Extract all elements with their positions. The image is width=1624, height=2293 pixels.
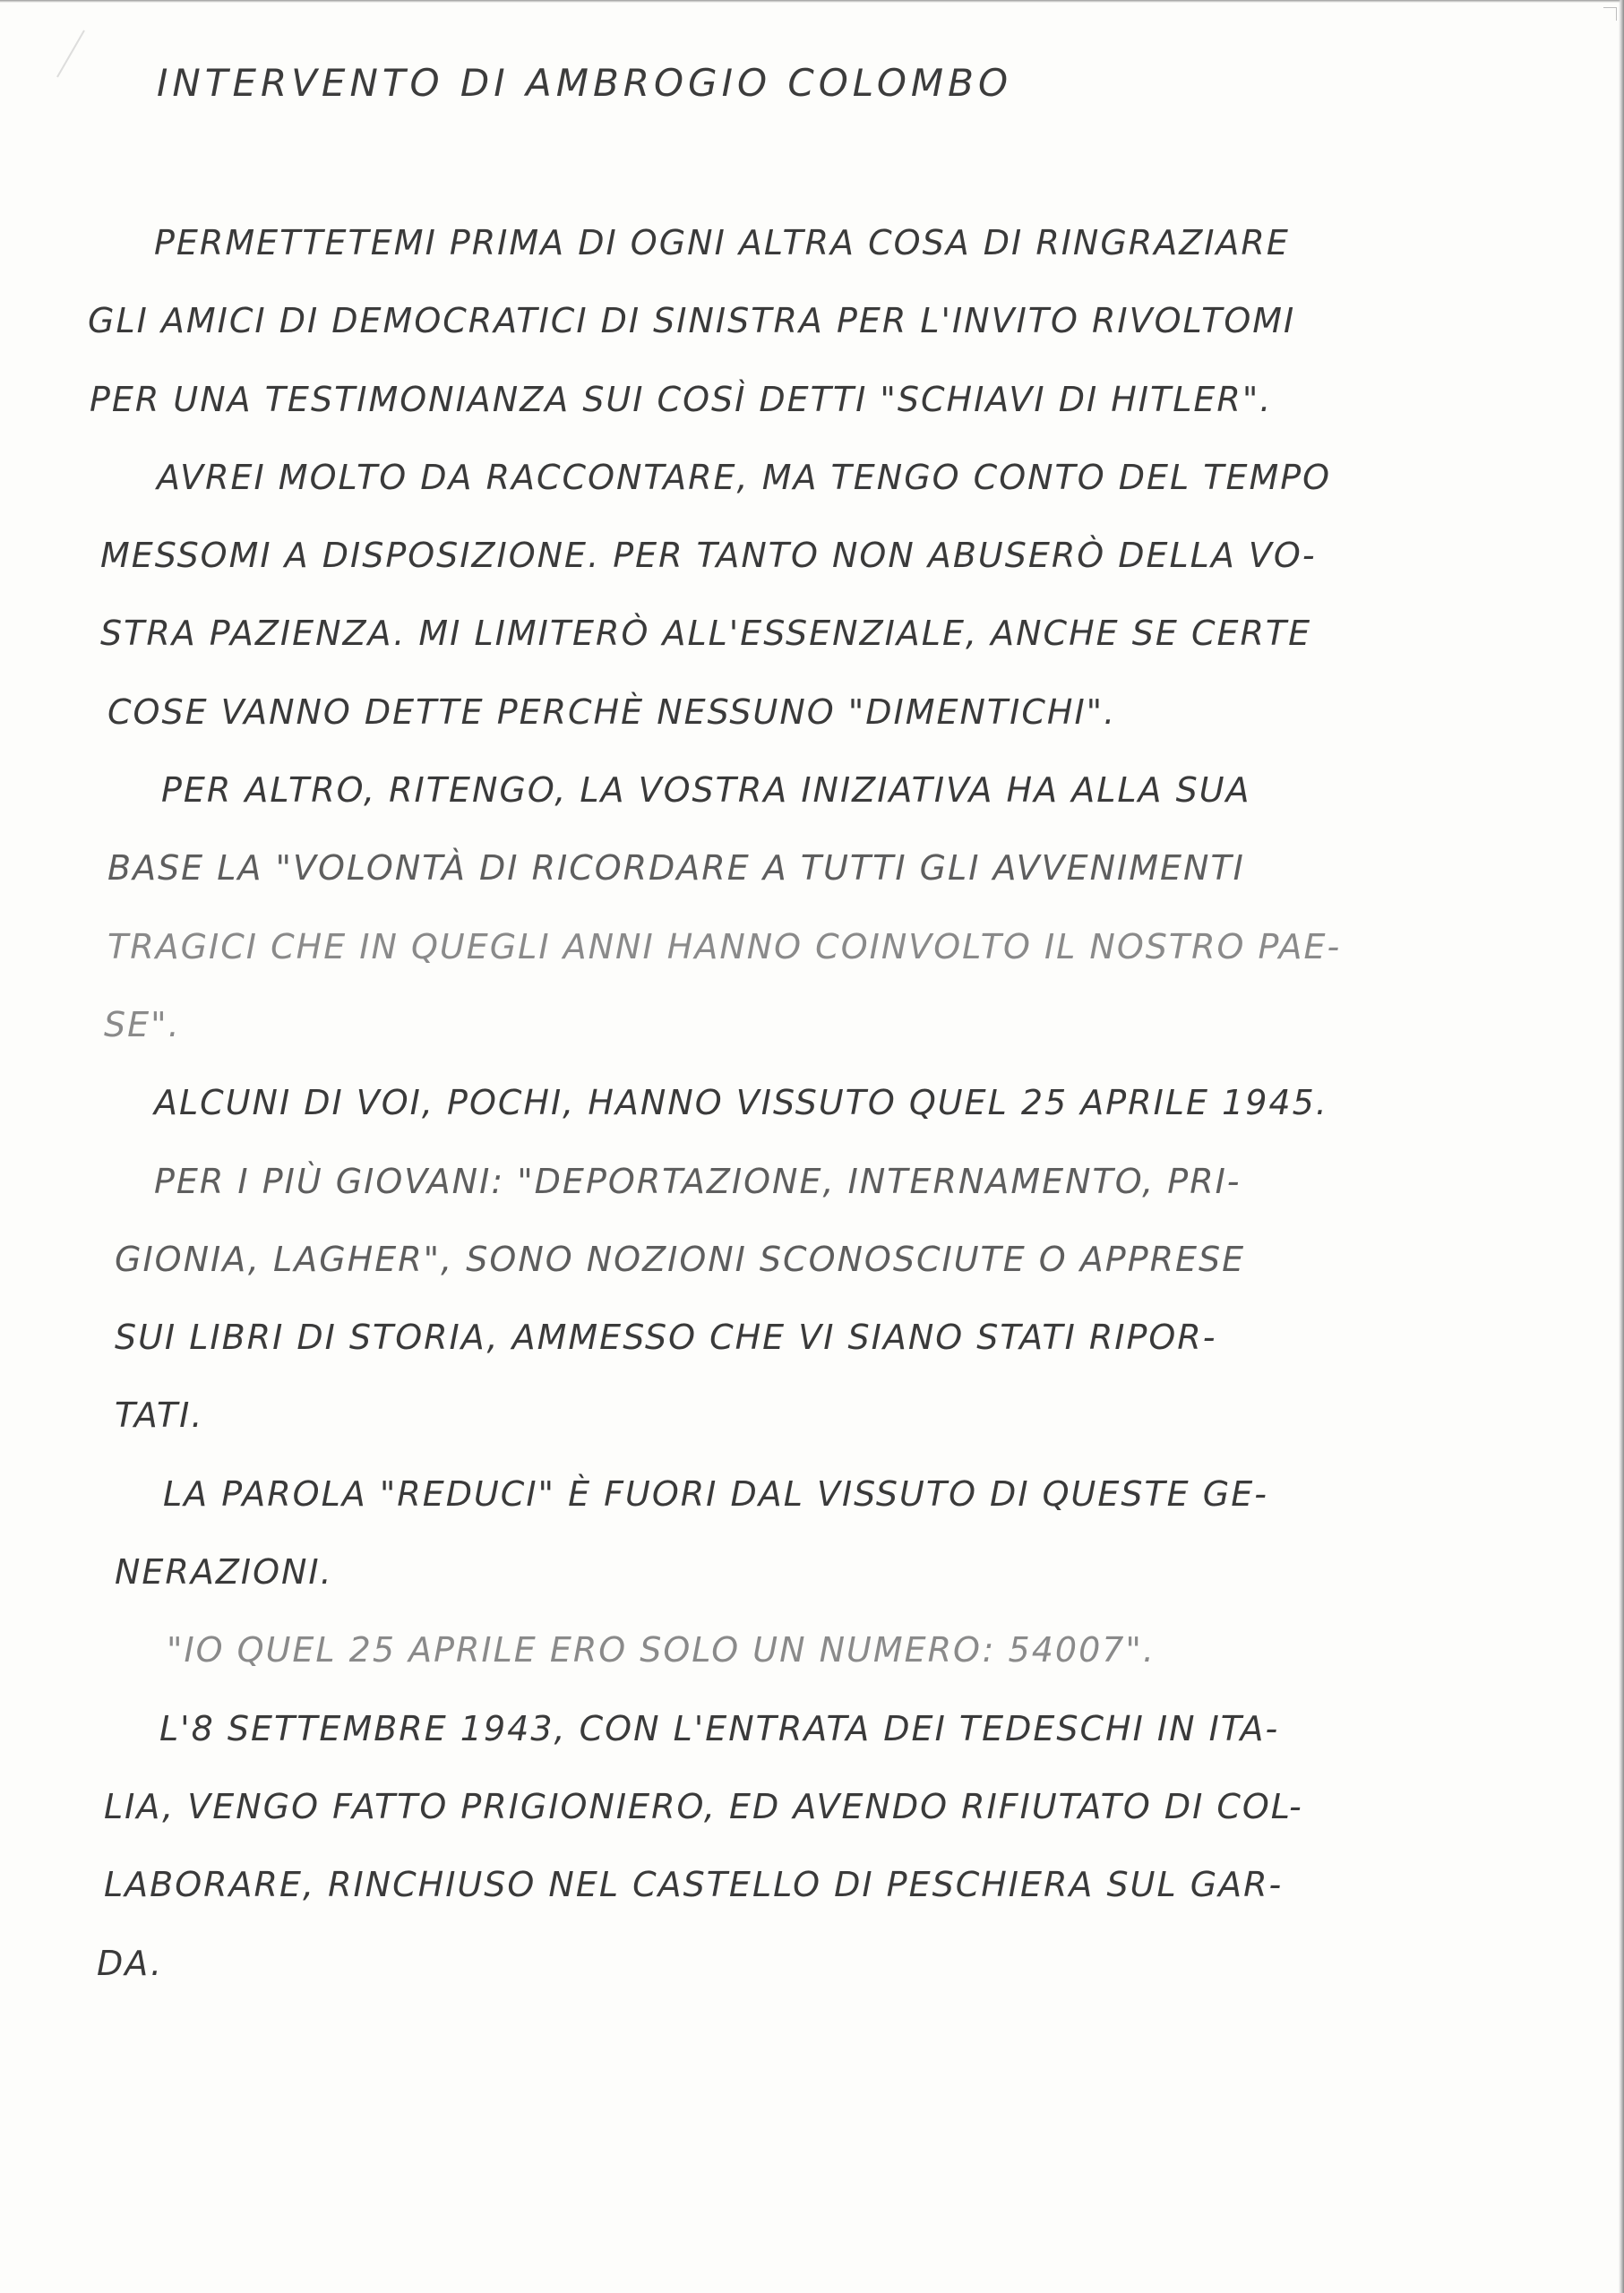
text-line: PER I PIÙ GIOVANI: "DEPORTAZIONE, INTERNAMENTO, PRI- (154, 1161, 1242, 1201)
text-line: PERMETTETEMI PRIMA DI OGNI ALTRA COSA DI RINGRAZIARE (154, 223, 1290, 262)
text-line: LABORARE, RINCHIUSO NEL CASTELLO DI PESCHIERA SUL GAR- (104, 1865, 1284, 1905)
text-line: MESSOMI A DISPOSIZIONE. PER TANTO NON ABUSERÒ DELLA VO- (100, 536, 1317, 576)
text-line: GLI AMICI DI DEMOCRATICI DI SINISTRA PER L'INVITO RIVOLTOMI (88, 301, 1296, 341)
text-line: STRA PAZIENZA. MI LIMITERÒ ALL'ESSENZIALE, ANCHE SE CERTE (100, 614, 1312, 654)
text-line: LA PAROLA "REDUCI" È FUORI DAL VISSUTO DI QUESTE GE- (163, 1473, 1268, 1514)
text-line: TATI. (115, 1396, 204, 1436)
text-line: TRAGICI CHE IN QUEGLI ANNI HANNO COINVOLTO IL NOSTRO PAE- (107, 926, 1342, 966)
text-line: SUI LIBRI DI STORIA, AMMESSO CHE VI SIANO STATI RIPOR- (115, 1318, 1217, 1358)
text-line: NERAZIONI. (115, 1552, 333, 1593)
handwritten-text-body (0, 204, 1624, 2003)
text-line: BASE LA "VOLONTÀ DI RICORDARE A TUTTI GLI AVVENIMENTI (107, 848, 1245, 889)
text-line: L'8 SETTEMBRE 1943, CON L'ENTRATA DEI TEDESCHI IN ITA- (159, 1708, 1280, 1748)
scan-top-edge (0, 0, 1624, 3)
text-line: GIONIA, LAGHER", SONO NOZIONI SCONOSCIUTE O APPRESE (115, 1239, 1246, 1279)
text-line: AVREI MOLTO DA RACCONTARE, MA TENGO CONTO DEL TEMPO (157, 457, 1332, 497)
text-line: PER UNA TESTIMONIANZA SUI COSÌ DETTI "SCHIAVI DI HITLER". (90, 379, 1273, 419)
scan-corner-mark (1603, 7, 1617, 21)
text-line: DA. (97, 1943, 164, 1983)
text-line: PER ALTRO, RITENGO, LA VOSTRA INIZIATIVA HA ALLA SUA (161, 770, 1251, 811)
document-title: INTERVENTO DI AMBROGIO COLOMBO (157, 61, 1013, 105)
text-line: LIA, VENGO FATTO PRIGIONIERO, ED AVENDO RIFIUTATO DI COL- (104, 1786, 1303, 1826)
text-line: "IO QUEL 25 APRILE ERO SOLO UN NUMERO: 54007". (167, 1630, 1156, 1670)
text-line: COSE VANNO DETTE PERCHÈ NESSUNO "DIMENTICHI". (107, 691, 1117, 732)
text-line: SE". (104, 1004, 181, 1044)
paper-crease-mark (56, 30, 85, 78)
text-line: ALCUNI DI VOI, POCHI, HANNO VISSUTO QUEL 25 APRILE 1945. (154, 1083, 1328, 1123)
